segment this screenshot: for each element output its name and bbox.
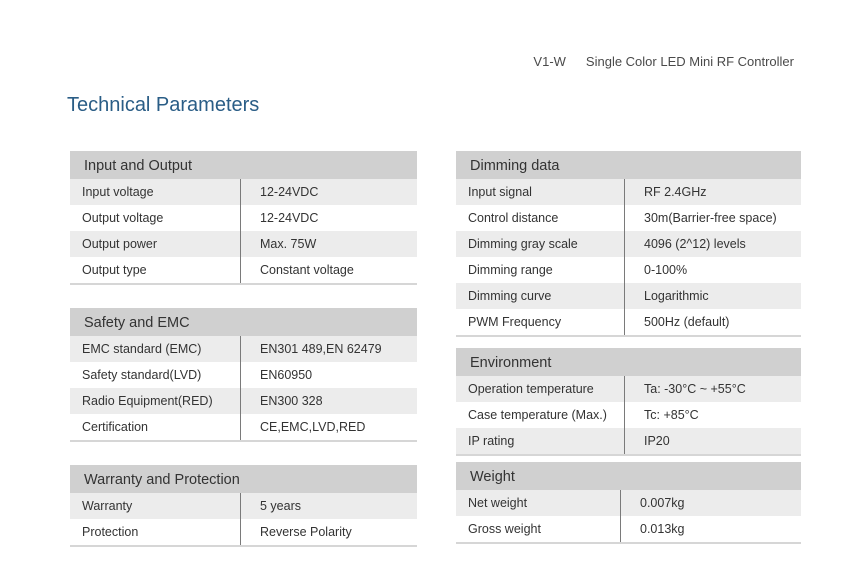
parameter-label: Certification — [82, 420, 148, 434]
table-row — [70, 388, 417, 414]
table-row — [70, 205, 417, 231]
parameter-label: Input voltage — [82, 185, 154, 199]
parameter-value: EN300 328 — [240, 388, 323, 414]
parameter-label: Dimming gray scale — [468, 237, 578, 251]
parameter-value: Max. 75W — [240, 231, 316, 257]
parameter-label: Operation temperature — [468, 382, 594, 396]
table-row — [456, 428, 801, 454]
table-row — [456, 376, 801, 402]
parameter-label: Output type — [82, 263, 147, 277]
section-title: Weight — [456, 462, 801, 490]
section-title: Warranty and Protection — [70, 465, 417, 493]
section-dimming-data — [456, 151, 801, 337]
table-row — [456, 283, 801, 309]
parameter-label: Dimming range — [468, 263, 553, 277]
parameter-value: 4096 (2^12) levels — [624, 231, 746, 257]
parameter-value: CE,EMC,LVD,RED — [240, 414, 365, 440]
parameter-label: PWM Frequency — [468, 315, 562, 329]
parameter-value: 0-100% — [624, 257, 687, 283]
section-title: Input and Output — [70, 151, 417, 179]
parameter-value: RF 2.4GHz — [624, 179, 707, 205]
parameter-label: Warranty — [82, 499, 133, 513]
parameter-label: Safety standard(LVD) — [82, 368, 202, 382]
section-title: Safety and EMC — [70, 308, 417, 336]
table-row — [70, 362, 417, 388]
parameter-value: 30m(Barrier-free space) — [624, 205, 777, 231]
table-row — [70, 493, 417, 519]
section-warranty-protection — [70, 465, 417, 547]
parameter-value: IP20 — [624, 428, 670, 454]
section-input-output — [70, 151, 417, 285]
section-environment — [456, 348, 801, 456]
parameter-value: Tc: +85°C — [624, 402, 699, 428]
table-row — [70, 257, 417, 283]
table-row — [456, 309, 801, 335]
product-name: Single Color LED Mini RF Controller — [585, 54, 794, 69]
parameter-value: Constant voltage — [240, 257, 354, 283]
parameter-value: 500Hz (default) — [624, 309, 729, 335]
parameter-value: EN301 489,EN 62479 — [240, 336, 382, 362]
table-row — [456, 179, 801, 205]
table-row — [70, 231, 417, 257]
model-number: V1-W — [533, 54, 566, 69]
table-row — [456, 231, 801, 257]
page-title: Technical Parameters — [67, 94, 260, 116]
parameter-label: Case temperature (Max.) — [468, 408, 607, 422]
parameter-value: 12-24VDC — [240, 205, 318, 231]
parameter-value: EN60950 — [240, 362, 312, 388]
table-row — [456, 402, 801, 428]
table-row — [70, 336, 417, 362]
parameter-label: Protection — [82, 525, 139, 539]
parameter-value: 12-24VDC — [240, 179, 318, 205]
table-row — [70, 519, 417, 545]
parameter-label: Net weight — [468, 496, 528, 510]
section-weight — [456, 462, 801, 544]
table-row — [456, 490, 801, 516]
parameter-label: EMC standard (EMC) — [82, 342, 202, 356]
section-title: Dimming data — [456, 151, 801, 179]
parameter-value: Ta: -30°C ~ +55°C — [624, 376, 746, 402]
parameter-label: Dimming curve — [468, 289, 552, 303]
section-safety-emc — [70, 308, 417, 442]
table-row — [456, 516, 801, 542]
parameter-label: Output voltage — [82, 211, 164, 225]
parameter-value: Logarithmic — [624, 283, 709, 309]
parameter-label: IP rating — [468, 434, 515, 448]
table-row — [456, 205, 801, 231]
table-row — [456, 257, 801, 283]
parameter-label: Control distance — [468, 211, 559, 225]
parameter-label: Gross weight — [468, 522, 541, 536]
parameter-label: Input signal — [468, 185, 532, 199]
document-header — [0, 54, 794, 69]
table-row — [70, 414, 417, 440]
parameter-value: 0.013kg — [620, 516, 684, 542]
parameter-value: 5 years — [240, 493, 301, 519]
table-row — [70, 179, 417, 205]
parameter-value: Reverse Polarity — [240, 519, 352, 545]
parameter-label: Radio Equipment(RED) — [82, 394, 213, 408]
parameter-value: 0.007kg — [620, 490, 684, 516]
section-title: Environment — [456, 348, 801, 376]
parameter-label: Output power — [82, 237, 158, 251]
